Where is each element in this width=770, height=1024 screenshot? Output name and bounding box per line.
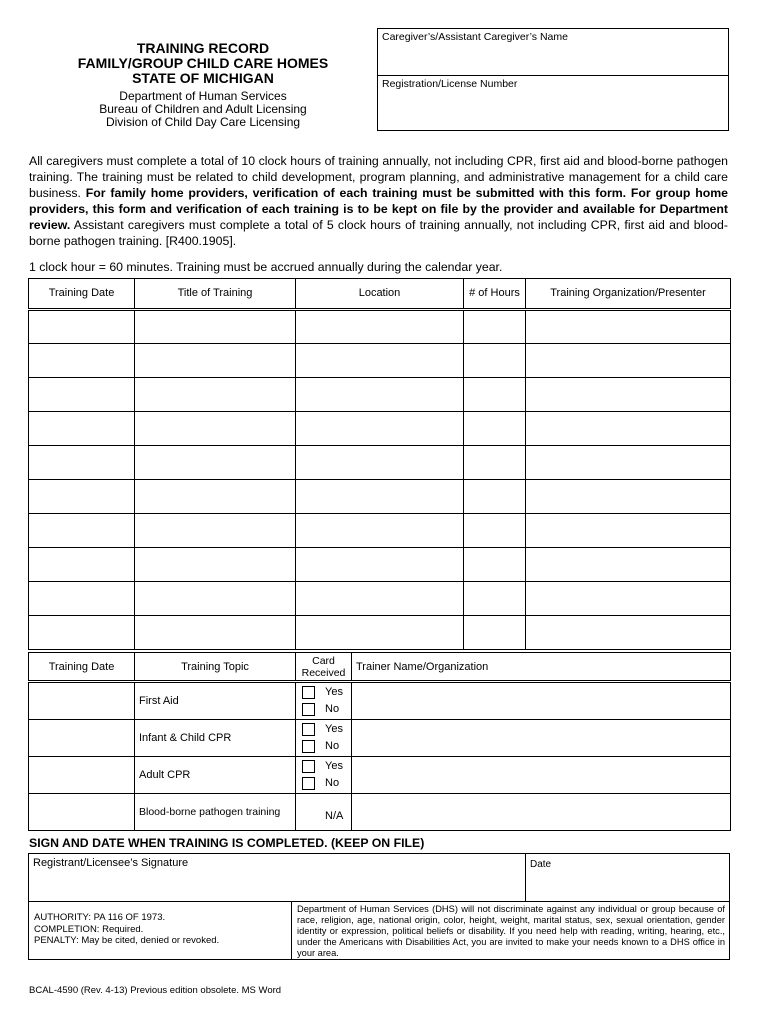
penalty-line: PENALTY: May be cited, denied or revoked. xyxy=(34,935,220,946)
card-received-cell xyxy=(296,682,352,720)
table-row-infant-cpr xyxy=(29,720,731,757)
table-row xyxy=(29,514,731,548)
col-training-date: Training Date xyxy=(29,653,135,682)
caregiver-name-label: Caregiver’s/Assistant Caregiver’s Name xyxy=(382,31,568,43)
authority-line: AUTHORITY: PA 116 OF 1973. xyxy=(34,912,166,923)
table-row xyxy=(29,412,731,446)
license-number-label: Registration/License Number xyxy=(382,78,518,90)
col-location: Location xyxy=(296,279,464,310)
cell[interactable] xyxy=(464,582,526,616)
cell[interactable] xyxy=(296,548,464,582)
cell[interactable] xyxy=(464,378,526,412)
intro-paragraph xyxy=(29,153,728,249)
cell[interactable] xyxy=(296,446,464,480)
completion-line: COMPLETION: Required. xyxy=(34,923,144,935)
intro-text-1: All caregivers must complete a total of 10 clock hours of training annually, not including CPR, first aid and blood-borne pathogen training. The training must be related to child development, program planning, and administrative management for a child care business. xyxy=(29,154,728,200)
table-row-bloodborne xyxy=(29,794,731,831)
cell[interactable] xyxy=(296,412,464,446)
form-subtitle: FAMILY/GROUP CHILD CARE HOMES xyxy=(77,55,329,71)
col-training-topic: Training Topic xyxy=(135,653,296,682)
cell[interactable] xyxy=(352,682,731,720)
cell[interactable] xyxy=(29,378,135,412)
divider xyxy=(291,902,292,959)
nondiscrimination-statement: Department of Human Services (DHS) will not discriminate against any individual or group because of race, religion, age, national origin, color, height, weight, marital status, sex, sexual orientation, gender identity or expression, political beliefs or disability. If you need help with reading, writing, hearing, etc., under the Americans with Disabilities Act, you are invited to make your needs known to a DHS office in your area. xyxy=(297,904,725,958)
cell[interactable] xyxy=(135,378,296,412)
form-footer: BCAL-4590 (Rev. 4-13) Previous edition obsolete. MS Word xyxy=(29,985,282,996)
cell[interactable] xyxy=(296,344,464,378)
no-label: No xyxy=(325,740,340,752)
sign-heading: SIGN AND DATE WHEN TRAINING IS COMPLETED. (KEEP ON FILE) xyxy=(29,836,425,850)
no-label: No xyxy=(325,703,340,715)
intro-text-2: Assistant caregivers must complete a total of 5 clock hours of training annually, not including CPR, first aid and blood-borne pathogen training. [R400.1905]. xyxy=(29,218,728,248)
cell[interactable] xyxy=(135,310,296,344)
cell[interactable] xyxy=(29,548,135,582)
divider xyxy=(525,854,526,901)
cell[interactable] xyxy=(29,582,135,616)
caregiver-id-box xyxy=(377,28,729,131)
cell[interactable] xyxy=(526,378,731,412)
cell[interactable] xyxy=(464,446,526,480)
cell[interactable] xyxy=(464,310,526,344)
cell[interactable] xyxy=(135,412,296,446)
cell[interactable] xyxy=(464,480,526,514)
yes-checkbox[interactable] xyxy=(302,723,315,736)
cell[interactable] xyxy=(464,412,526,446)
cell[interactable] xyxy=(29,757,135,794)
cell[interactable] xyxy=(296,582,464,616)
cell[interactable] xyxy=(135,514,296,548)
card-received-cell xyxy=(296,757,352,794)
no-checkbox[interactable] xyxy=(302,777,315,790)
cell[interactable] xyxy=(296,310,464,344)
table-row xyxy=(29,616,731,650)
no-checkbox[interactable] xyxy=(302,703,315,716)
signature-box xyxy=(28,853,730,902)
cell[interactable] xyxy=(29,616,135,650)
cell[interactable] xyxy=(29,310,135,344)
clock-hour-note: 1 clock hour = 60 minutes. Training must be accrued annually during the calendar year. xyxy=(29,260,503,274)
cell[interactable] xyxy=(29,794,135,831)
table-row xyxy=(29,446,731,480)
info-box xyxy=(28,902,730,960)
yes-label: Yes xyxy=(325,723,343,735)
cell[interactable] xyxy=(296,480,464,514)
topic-adult-cpr: Adult CPR xyxy=(135,757,296,794)
authority-block xyxy=(34,912,219,947)
state-title: STATE OF MICHIGAN xyxy=(132,70,274,86)
license-number-field[interactable] xyxy=(378,76,728,130)
cell[interactable] xyxy=(464,344,526,378)
cell[interactable] xyxy=(29,446,135,480)
cell[interactable] xyxy=(135,446,296,480)
cell[interactable] xyxy=(29,412,135,446)
yes-checkbox[interactable] xyxy=(302,760,315,773)
na-label: N/A xyxy=(325,809,344,822)
cell[interactable] xyxy=(526,344,731,378)
table-row xyxy=(29,582,731,616)
table-row xyxy=(29,378,731,412)
yes-checkbox[interactable] xyxy=(302,686,315,699)
col-hours: # of Hours xyxy=(464,279,526,310)
card-received-cell xyxy=(296,720,352,757)
cell[interactable] xyxy=(352,757,731,794)
table-row-adult-cpr xyxy=(29,757,731,794)
cell[interactable] xyxy=(135,480,296,514)
department: Department of Human Services xyxy=(119,89,287,103)
col-organization: Training Organization/Presenter xyxy=(526,279,731,310)
card-received-cell xyxy=(296,794,352,831)
cell[interactable] xyxy=(296,616,464,650)
table-row xyxy=(29,310,731,344)
division: Division of Child Day Care Licensing xyxy=(105,115,301,129)
cell[interactable] xyxy=(526,514,731,548)
cell[interactable] xyxy=(526,616,731,650)
intro-text-bold: For family home providers, verification of each training must be submitted with this form. For group home providers, this form and verification of each training is to be kept on file by the provider and available for Department review. xyxy=(29,186,728,232)
cell[interactable] xyxy=(352,794,731,831)
bureau: Bureau of Children and Adult Licensing xyxy=(99,102,307,116)
cell[interactable] xyxy=(29,480,135,514)
training-table xyxy=(28,278,731,650)
signature-label: Registrant/Licensee’s Signature xyxy=(33,857,189,869)
cell[interactable] xyxy=(464,616,526,650)
cell[interactable] xyxy=(526,446,731,480)
cell[interactable] xyxy=(135,548,296,582)
topic-first-aid: First Aid xyxy=(135,682,296,720)
col-title: Title of Training xyxy=(135,279,296,310)
table-row xyxy=(29,344,731,378)
cell[interactable] xyxy=(464,514,526,548)
cell[interactable] xyxy=(526,548,731,582)
cell[interactable] xyxy=(29,682,135,720)
cell[interactable] xyxy=(296,514,464,548)
required-table-header xyxy=(29,653,731,682)
required-training-table xyxy=(28,652,731,831)
cell[interactable] xyxy=(135,344,296,378)
cell[interactable] xyxy=(29,344,135,378)
cell[interactable] xyxy=(526,310,731,344)
cell[interactable] xyxy=(29,720,135,757)
form-title: TRAINING RECORD xyxy=(136,40,270,56)
table-row-first-aid xyxy=(29,682,731,720)
yes-label: Yes xyxy=(325,760,343,772)
cell[interactable] xyxy=(526,412,731,446)
caregiver-name-field[interactable] xyxy=(378,29,728,76)
col-card-received: Card Received xyxy=(296,653,352,682)
cell[interactable] xyxy=(526,582,731,616)
no-checkbox[interactable] xyxy=(302,740,315,753)
cell[interactable] xyxy=(352,720,731,757)
no-label: No xyxy=(325,777,340,789)
form-header xyxy=(28,41,378,129)
cell[interactable] xyxy=(135,616,296,650)
date-label: Date xyxy=(530,859,552,870)
topic-bloodborne: Blood-borne pathogen training xyxy=(135,794,296,831)
cell[interactable] xyxy=(464,548,526,582)
table-row xyxy=(29,480,731,514)
cell[interactable] xyxy=(526,480,731,514)
yes-label: Yes xyxy=(325,686,343,698)
col-training-date: Training Date xyxy=(29,279,135,310)
cell[interactable] xyxy=(29,514,135,548)
col-trainer: Trainer Name/Organization xyxy=(352,653,731,682)
cell[interactable] xyxy=(135,582,296,616)
table-row xyxy=(29,548,731,582)
training-table-header xyxy=(29,279,731,310)
topic-infant-cpr: Infant & Child CPR xyxy=(135,720,296,757)
cell[interactable] xyxy=(296,378,464,412)
